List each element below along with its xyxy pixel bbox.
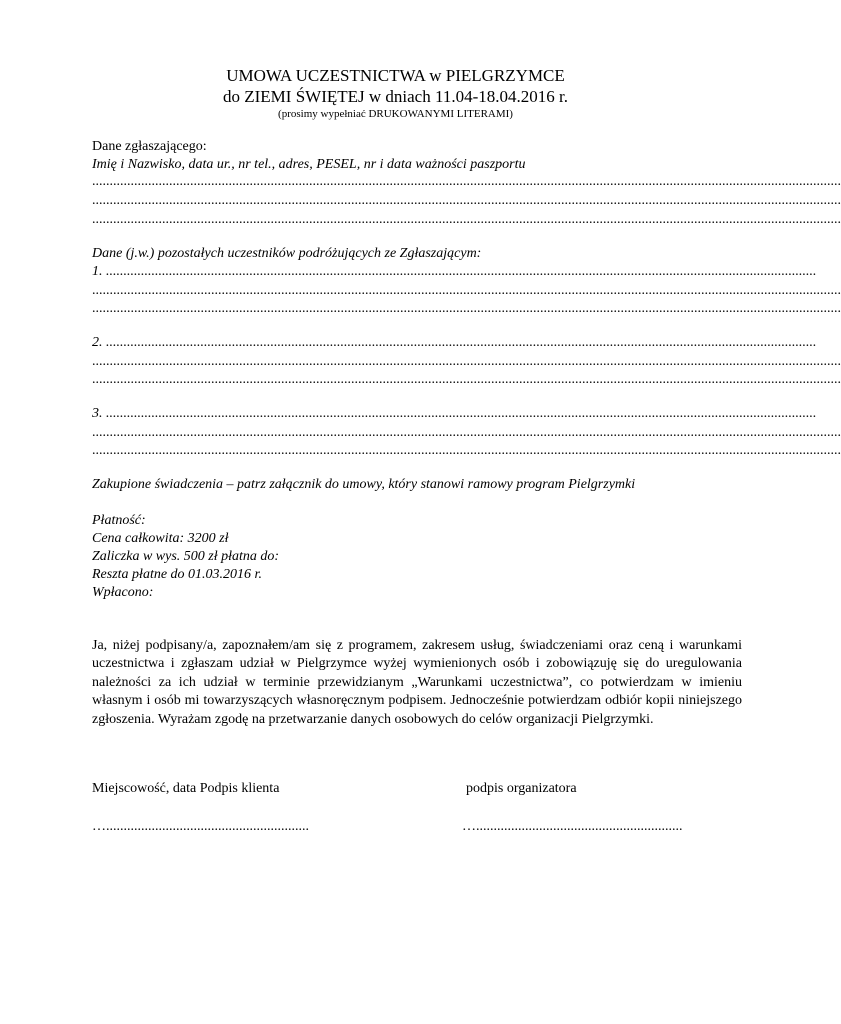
- payment-total-price: Cena całkowita: 3200 zł: [92, 531, 229, 546]
- participant-1-fill-line[interactable]: ......................................................................................................................................................................................................................: [92, 301, 841, 316]
- client-signature-line[interactable]: …..........................................................: [92, 819, 309, 834]
- participant-3-fill-line[interactable]: ......................................................................................................................................................................................................................: [92, 443, 841, 458]
- client-signature-label: Miejscowość, data Podpis klienta: [92, 781, 280, 796]
- payment-deposit: Zaliczka w wys. 500 zł płatna do:: [92, 549, 280, 564]
- declaration-paragraph: Ja, niżej podpisany/a, zapoznałem/am się z programem, zakresem usług, świadczeniami oraz ceną i warunkami uczestnictwa i zgłaszam udział w Pielgrzymce wyżej wymienionych osób i zobowiązuję się do uregulowania należności za ich udział w terminie przewidzianym „Warunkami uczestnictwa”, co potwierdzam w imieniu własnym i osób mi towarzyszących własnoręcznym podpisem. Jednocześnie potwierdzam odbiór kopii niniejszego zgłoszenia. Wyrażam zgodę na przetwarzanie danych osobowych do celów organizacji Pielgrzymki.: [92, 638, 742, 727]
- payment-rest: Reszta płatne do 01.03.2016 r.: [92, 567, 262, 582]
- payment-paid: Wpłacono:: [92, 585, 154, 600]
- organizer-signature-line[interactable]: …...........................................................: [462, 819, 683, 834]
- applicant-fill-line[interactable]: ......................................................................................................................................................................................................................: [92, 193, 841, 208]
- participant-3-fill-line[interactable]: ......................................................................................................................................................................................................................: [92, 425, 841, 440]
- organizer-signature-label: podpis organizatora: [466, 781, 577, 796]
- payment-label: Płatność:: [92, 513, 146, 528]
- participant-2-fill-line[interactable]: ......................................................................................................................................................................................................................: [92, 354, 841, 369]
- participants-section-label: Dane (j.w.) pozostałych uczestników podróżujących ze Zgłaszającym:: [92, 246, 482, 261]
- participant-1-fill-line[interactable]: 1. ...........................................................................................................................................................................................................: [92, 264, 817, 279]
- applicant-section-label: Dane zgłaszającego:: [92, 139, 207, 154]
- fill-instruction-note: (prosimy wypełniać DRUKOWANYMI LITERAMI): [278, 108, 513, 120]
- document-title-line-2: do ZIEMI ŚWIĘTEJ w dniach 11.04-18.04.2016 r.: [223, 87, 568, 106]
- participant-2-fill-line[interactable]: ......................................................................................................................................................................................................................: [92, 372, 841, 387]
- document-title-line-1: UMOWA UCZESTNICTWA w PIELGRZYMCE: [226, 66, 565, 85]
- applicant-fields-hint: Imię i Nazwisko, data ur., nr tel., adres, PESEL, nr i data ważności paszportu: [92, 157, 526, 172]
- applicant-fill-line[interactable]: ......................................................................................................................................................................................................................: [92, 174, 841, 189]
- applicant-fill-line[interactable]: ......................................................................................................................................................................................................................: [92, 212, 841, 227]
- services-note: Zakupione świadczenia – patrz załącznik do umowy, który stanowi ramowy program Pielgrzymki: [92, 477, 636, 492]
- participant-1-fill-line[interactable]: ......................................................................................................................................................................................................................: [92, 283, 841, 298]
- participant-3-fill-line[interactable]: 3. ...........................................................................................................................................................................................................: [92, 406, 817, 421]
- participant-2-fill-line[interactable]: 2. ...........................................................................................................................................................................................................: [92, 335, 817, 350]
